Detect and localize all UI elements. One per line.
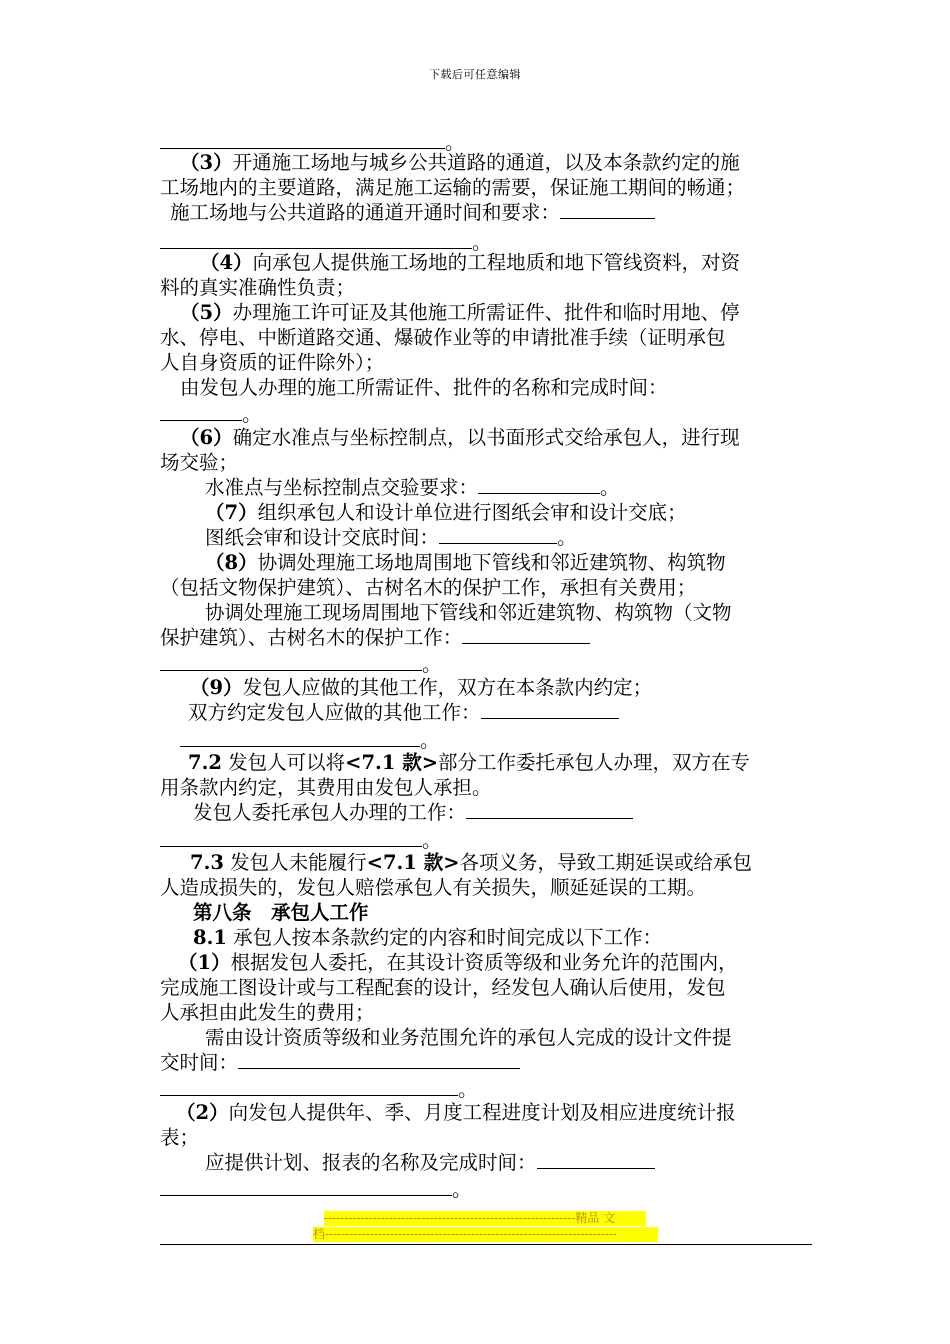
line-text: 向发包人提供年、季、月度工程进度计划及相应进度统计报 xyxy=(228,1101,736,1124)
text-line xyxy=(160,1177,472,1202)
line-end-punct: 。 xyxy=(445,131,465,154)
text-line xyxy=(160,402,262,427)
line-text: 完成施工图设计或与工程配套的设计，经发包人确认后使用，发包 xyxy=(160,976,726,999)
bold-label: （7） xyxy=(205,501,258,524)
line-text: 根据发包人委托，在其设计资质等级和业务允许的范围内， xyxy=(230,951,738,974)
clause-ref: <7.1 款> xyxy=(345,751,439,774)
bold-label: 8.1 xyxy=(193,926,227,949)
footer-watermark-line-1: --------------------------------------------------------------精品 文 xyxy=(324,1211,646,1226)
fill-in-blank[interactable] xyxy=(560,201,655,219)
text-line xyxy=(200,250,740,275)
text-line xyxy=(160,975,726,1000)
line-end-punct: 。 xyxy=(422,829,442,852)
line-text: 表； xyxy=(160,1126,200,1149)
line-text: 施工场地与公共道路的通道开通时间和要求： xyxy=(170,201,561,224)
line-text: 料的真实准确性负责； xyxy=(160,276,356,299)
line-text: 承包人按本条款约定的内容和时间完成以下工作： xyxy=(226,926,663,949)
line-text: 图纸会审和设计交底时间： xyxy=(205,526,440,549)
line-text: 发包人委托承包人办理的工作： xyxy=(193,801,467,824)
line-end-punct: 。 xyxy=(242,403,262,426)
line-text: 人承担由此发生的费用； xyxy=(160,1001,375,1024)
fill-in-blank[interactable] xyxy=(238,1051,520,1069)
text-line xyxy=(160,775,492,800)
text-line xyxy=(160,1050,520,1075)
text-line xyxy=(160,450,238,475)
line-end-punct: 。 xyxy=(422,653,442,676)
text-line xyxy=(160,652,442,677)
text-line xyxy=(205,475,620,500)
text-line xyxy=(193,900,369,925)
text-line xyxy=(190,675,652,700)
line-text: 发包人可以将 xyxy=(221,751,346,774)
bold-label: （3） xyxy=(180,151,233,174)
line-text: 协调处理施工现场周围地下管线和邻近建筑物、构筑物（文物 xyxy=(205,601,732,624)
text-line xyxy=(176,1100,736,1125)
text-line xyxy=(205,600,732,625)
text-line xyxy=(188,700,619,725)
line-text: 由发包人办理的施工所需证件、批件的名称和完成时间： xyxy=(180,376,668,399)
text-line xyxy=(193,800,633,825)
text-line xyxy=(160,625,590,650)
fill-in-blank[interactable] xyxy=(160,403,242,421)
line-text: 办理施工许可证及其他施工所需证件、批件和临时用地、停 xyxy=(232,301,740,324)
text-line xyxy=(160,875,706,900)
text-line xyxy=(160,350,384,375)
fill-in-blank[interactable] xyxy=(478,476,600,494)
footer-rule xyxy=(160,1244,812,1245)
line-end-punct: 。 xyxy=(557,526,577,549)
page-header: 下载后可任意编辑 xyxy=(429,68,521,81)
text-line xyxy=(170,200,655,225)
line-text: 向承包人提供施工场地的工程地质和地下管线资料，对资 xyxy=(252,251,741,274)
bold-label: （6） xyxy=(180,426,233,449)
text-line xyxy=(205,525,577,550)
line-end-punct: 。 xyxy=(600,476,620,499)
line-end-punct: 。 xyxy=(452,1178,472,1201)
bold-label: （4） xyxy=(200,251,253,274)
text-line xyxy=(160,175,745,200)
fill-in-blank[interactable] xyxy=(462,626,590,644)
bold-label: 7.3 xyxy=(190,851,224,874)
fill-in-blank[interactable] xyxy=(160,1178,452,1196)
fill-in-blank[interactable] xyxy=(160,131,445,149)
clause-ref: <7.1 款> xyxy=(366,851,460,874)
fill-in-blank[interactable] xyxy=(466,801,633,819)
line-text: 发包人未能履行 xyxy=(223,851,367,874)
line-text: 水准点与坐标控制点交验要求： xyxy=(205,476,479,499)
bold-label: （1） xyxy=(178,951,231,974)
bold-label: （8） xyxy=(205,551,258,574)
text-line xyxy=(193,925,662,950)
bold-label: （9） xyxy=(190,676,243,699)
bold-label: （2） xyxy=(176,1101,229,1124)
text-line xyxy=(205,500,687,525)
line-text: 用条款内约定，其费用由发包人承担。 xyxy=(160,776,492,799)
text-line xyxy=(205,1150,655,1175)
text-line xyxy=(190,850,752,875)
line-text: 场交验； xyxy=(160,451,239,474)
fill-in-blank[interactable] xyxy=(160,829,422,847)
line-text: 水、停电、中断道路交通、爆破作业等的申请批准手续（证明承包 xyxy=(160,326,726,349)
line-end-punct: 。 xyxy=(458,1078,478,1101)
line-text-tail: 部分工作委托承包人办理，双方在专 xyxy=(438,751,751,774)
text-line xyxy=(160,1000,375,1025)
fill-in-blank[interactable] xyxy=(439,526,557,544)
fill-in-blank[interactable] xyxy=(160,231,472,249)
bold-label: （5） xyxy=(180,301,233,324)
line-text: 需由设计资质等级和业务范围允许的承包人完成的设计文件提 xyxy=(205,1026,732,1049)
text-line xyxy=(180,375,668,400)
text-line xyxy=(180,300,740,325)
text-line xyxy=(180,150,740,175)
fill-in-blank[interactable] xyxy=(180,729,420,747)
text-line xyxy=(178,950,738,975)
text-line xyxy=(160,1077,478,1102)
line-text: 协调处理施工场地周围地下管线和邻近建筑物、构筑物 xyxy=(257,551,726,574)
line-text-tail: 各项义务，导致工期延误或给承包 xyxy=(459,851,753,874)
line-text: 交时间： xyxy=(160,1051,239,1074)
text-line xyxy=(160,275,355,300)
fill-in-blank[interactable] xyxy=(537,1151,655,1169)
line-text: 保护建筑）、古树名木的保护工作： xyxy=(160,626,463,649)
text-line xyxy=(188,750,750,775)
text-line xyxy=(205,550,726,575)
line-text: 工场地内的主要道路，满足施工运输的需要，保证施工期间的畅通； xyxy=(160,176,746,199)
fill-in-blank[interactable] xyxy=(481,701,619,719)
text-line xyxy=(180,425,740,450)
text-line xyxy=(205,1025,732,1050)
line-end-punct: 。 xyxy=(472,231,492,254)
line-text: （包括文物保护建筑）、古树名木的保护工作，承担有关费用； xyxy=(160,576,697,599)
line-text: 确定水准点与坐标控制点，以书面形式交给承包人，进行现 xyxy=(232,426,740,449)
line-text: 组织承包人和设计单位进行图纸会审和设计交底； xyxy=(257,501,687,524)
line-end-punct: 。 xyxy=(420,729,440,752)
text-line xyxy=(160,575,696,600)
line-text: 人自身资质的证件除外）； xyxy=(160,351,385,374)
line-text: 开通施工场地与城乡公共道路的通道，以及本条款约定的施 xyxy=(232,151,740,174)
line-text: 双方约定发包人应做的其他工作： xyxy=(188,701,481,724)
bold-label: 7.2 xyxy=(188,751,222,774)
fill-in-blank[interactable] xyxy=(160,1078,458,1096)
line-text: 应提供计划、报表的名称及完成时间： xyxy=(205,1151,537,1174)
line-text: 人造成损失的，发包人赔偿承包人有关损失，顺延延误的工期。 xyxy=(160,876,707,899)
bold-label: 第八条 承包人工作 xyxy=(193,901,369,924)
line-text: 发包人应做的其他工作，双方在本条款内约定； xyxy=(242,676,653,699)
text-line xyxy=(160,325,726,350)
footer-watermark-line-2: 档------------------------------------------------------------------------ xyxy=(313,1227,658,1242)
text-line xyxy=(160,1125,199,1150)
fill-in-blank[interactable] xyxy=(160,653,422,671)
